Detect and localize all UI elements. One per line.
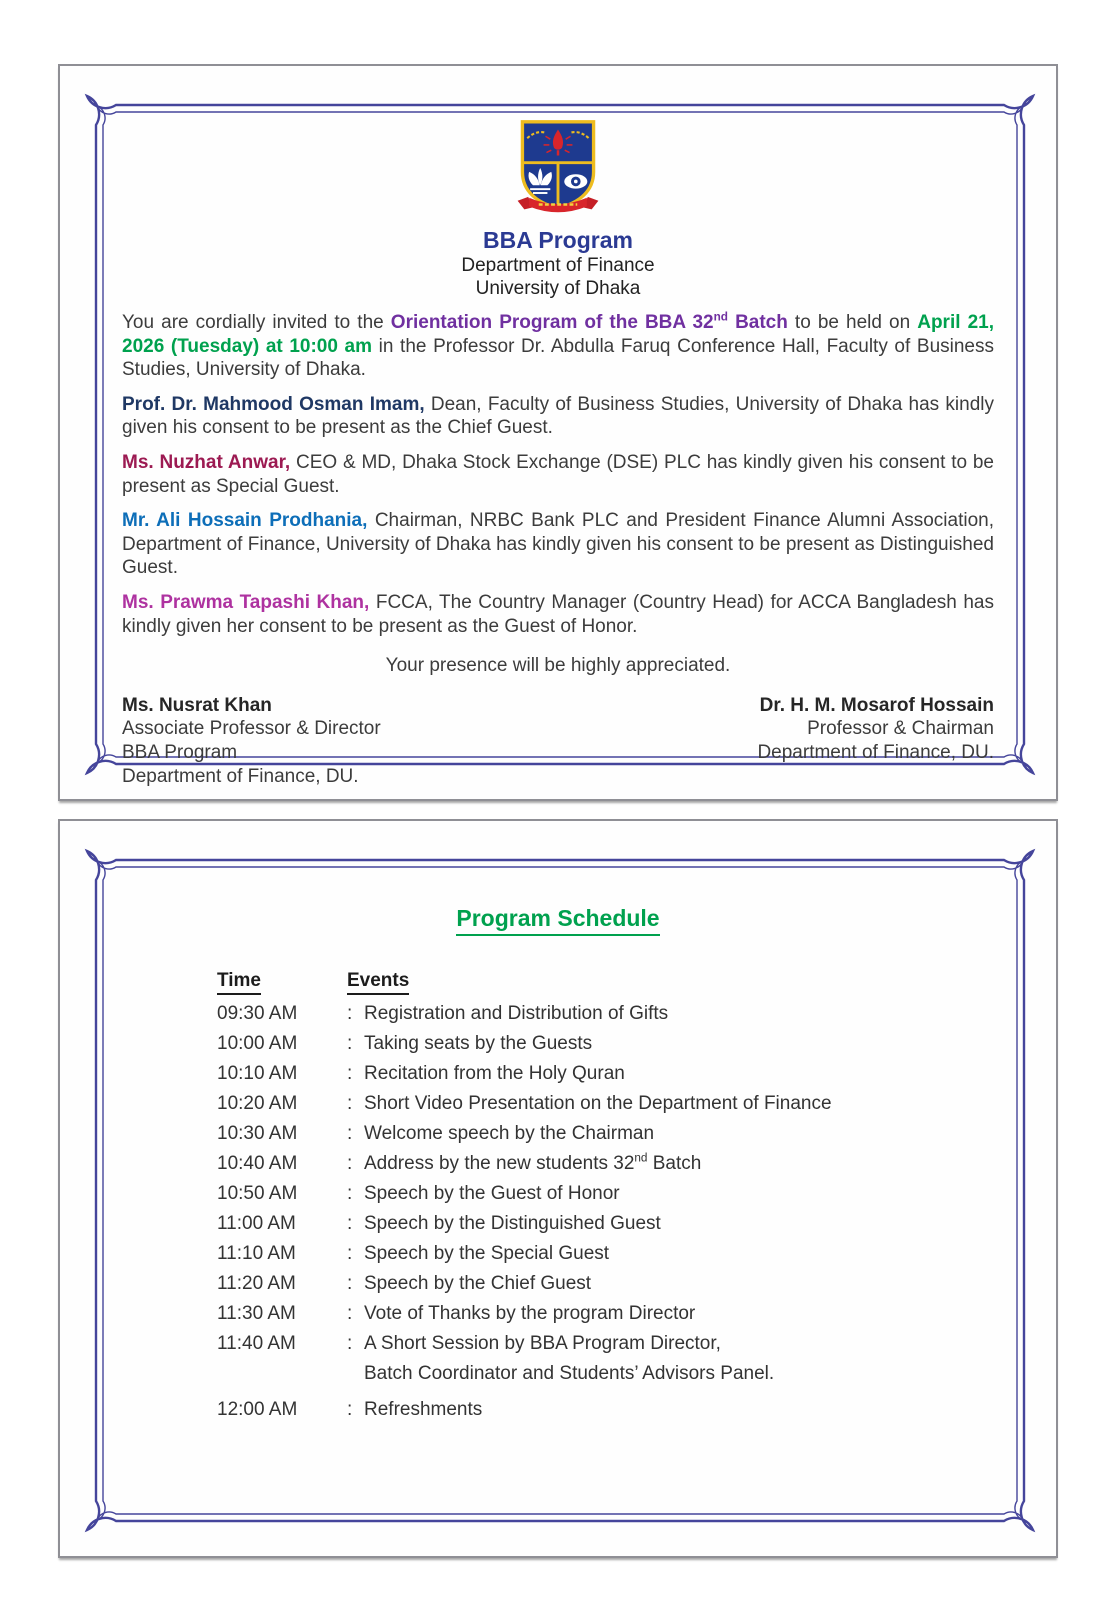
signer-department: Department of Finance, DU. [757, 741, 994, 763]
signer-name: Dr. H. M. Mosarof Hossain [759, 694, 994, 716]
schedule-row: 10:40 AM : Address by the new students 32nd Batch [217, 1151, 702, 1174]
special-guest-name: Ms. Nuzhat Anwar, [122, 451, 291, 473]
signature-row [122, 694, 994, 788]
chief-guest-name: Prof. Dr. Mahmood Osman Imam, [122, 393, 425, 415]
schedule-row: 11:30 AM : Vote of Thanks by the program Director [217, 1303, 696, 1324]
schedule-row-continuation: Batch Coordinator and Students’ Advisors Panel. [364, 1363, 775, 1384]
signer-program: BBA Program [122, 741, 238, 763]
schedule-row: 10:20 AM : Short Video Presentation on the Department of Finance [217, 1093, 832, 1114]
program-schedule-card [58, 819, 1058, 1558]
schedule-row: 11:10 AM : Speech by the Special Guest [217, 1243, 610, 1264]
schedule-table [217, 966, 994, 1425]
schedule-row: 10:50 AM : Speech by the Guest of Honor [217, 1183, 620, 1204]
signer-name: Ms. Nusrat Khan [122, 694, 272, 716]
schedule-row: 09:30 AM : Registration and Distribution of Gifts [217, 1003, 669, 1024]
signer-title: Associate Professor & Director [122, 718, 381, 740]
schedule-row: 11:20 AM : Speech by the Chief Guest [217, 1273, 592, 1294]
schedule-row: 10:10 AM : Recitation from the Holy Quran [217, 1063, 625, 1084]
guest-of-honor-paragraph: Ms. Prawma Tapashi Khan, FCCA, The Country Manager (Country Head) for ACCA Bangladesh has kindly given her consent to be present as the Guest of Honor. [122, 591, 994, 637]
program-title: BBA Program [483, 227, 633, 253]
schedule-row: 11:00 AM : Speech by the Distinguished Guest [217, 1213, 661, 1234]
signature-right [757, 694, 994, 788]
appreciation-line: Your presence will be highly appreciated. [385, 655, 731, 677]
events-column-header: Events [347, 969, 409, 995]
guest-of-honor-name: Ms. Prawma Tapashi Khan, [122, 591, 370, 613]
schedule-title: Program Schedule [456, 905, 659, 936]
signature-left [122, 694, 381, 788]
department-line: Department of Finance [461, 255, 655, 276]
chief-guest-paragraph: Prof. Dr. Mahmood Osman Imam, Dean, Faculty of Business Studies, University of Dhaka has kindly given his consent to be present as the Chief Guest. [122, 393, 994, 439]
distinguished-guest-paragraph: Mr. Ali Hossain Prodhania, Chairman, NRBC Bank PLC and President Finance Alumni Association, Department of Finance, University of Dhaka has kindly given his consent to be present as Distinguished Guest. [122, 510, 994, 579]
university-of-dhaka-logo [514, 118, 602, 218]
schedule-header-row [217, 966, 994, 996]
schedule-row: 11:40 AM : A Short Session by BBA Program Director, [217, 1333, 721, 1354]
distinguished-guest-name: Mr. Ali Hossain Prodhania, [122, 510, 368, 532]
signer-title: Professor & Chairman [807, 718, 994, 740]
schedule-row: 12:00 AM : Refreshments [217, 1399, 483, 1420]
invitation-card [58, 64, 1058, 801]
schedule-row: 10:30 AM : Welcome speech by the Chairman [217, 1123, 655, 1144]
special-guest-paragraph: Ms. Nuzhat Anwar, CEO & MD, Dhaka Stock Exchange (DSE) PLC has kindly given his consent to be present as Special Guest. [122, 451, 994, 497]
time-column-header: Time [217, 969, 261, 995]
invitation-paragraph: You are cordially invited to the Orientation Program of the BBA 32nd Batch to be held on April 21, 2026 (Tuesday) at 10:00 am in the Professor Dr. Abdulla Faruq Conference Hall, Faculty of Business Studies, University of Dhaka. [122, 310, 994, 381]
schedule-row: 10:00 AM : Taking seats by the Guests [217, 1033, 593, 1054]
university-line: University of Dhaka [475, 278, 641, 299]
signer-department: Department of Finance, DU. [122, 765, 359, 787]
